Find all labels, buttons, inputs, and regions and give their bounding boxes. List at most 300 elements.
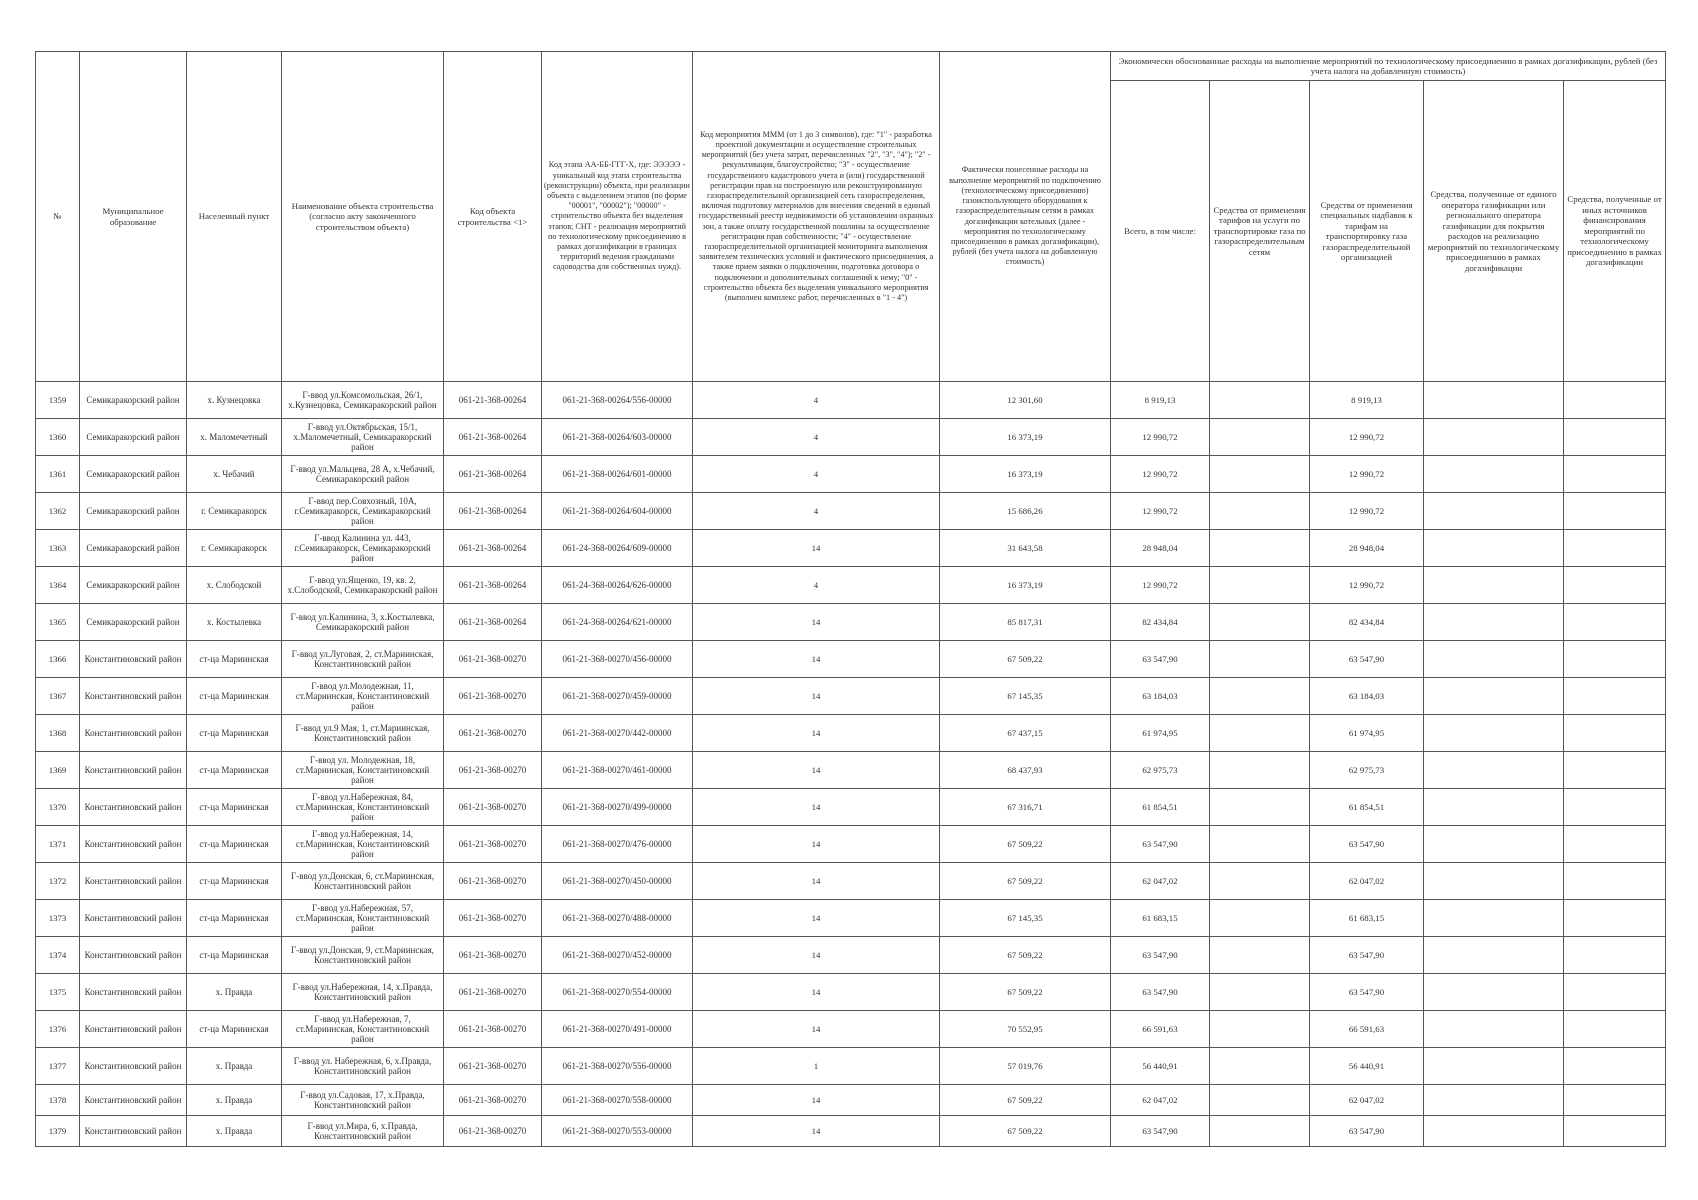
header-num: № xyxy=(36,52,80,382)
object-code-cell: 061-21-368-00264 xyxy=(444,567,542,604)
event-code-cell: 4 xyxy=(693,419,940,456)
header-object-name: Наименование объекта строительства (согласно акту законченного строительством объекта) xyxy=(282,52,444,382)
table-row xyxy=(36,1085,1666,1116)
municipality-cell: Семикаракорский район xyxy=(80,493,187,530)
actual-costs-cell: 12 301,60 xyxy=(940,382,1111,419)
tariff-funds-cell xyxy=(1210,530,1310,567)
other-funds-cell xyxy=(1564,419,1666,456)
other-funds-cell xyxy=(1564,604,1666,641)
municipality-cell: Константиновский район xyxy=(80,752,187,789)
row-number: 1360 xyxy=(36,419,80,456)
total-cell: 56 440,91 xyxy=(1111,1048,1210,1085)
object-code-cell: 061-21-368-00270 xyxy=(444,715,542,752)
operator-funds-cell xyxy=(1424,900,1564,937)
total-cell: 63 547,90 xyxy=(1111,974,1210,1011)
tariff-funds-cell xyxy=(1210,1085,1310,1116)
row-number: 1374 xyxy=(36,937,80,974)
table-body xyxy=(36,382,1666,1147)
stage-code-cell: 061-21-368-00270/476-00000 xyxy=(542,826,693,863)
operator-funds-cell xyxy=(1424,604,1564,641)
other-funds-cell xyxy=(1564,1116,1666,1147)
stage-code-cell: 061-24-368-00264/621-00000 xyxy=(542,604,693,641)
surcharge-funds-cell: 56 440,91 xyxy=(1310,1048,1424,1085)
actual-costs-cell: 57 019,76 xyxy=(940,1048,1111,1085)
other-funds-cell xyxy=(1564,1085,1666,1116)
tariff-funds-cell xyxy=(1210,604,1310,641)
operator-funds-cell xyxy=(1424,382,1564,419)
row-number: 1376 xyxy=(36,1011,80,1048)
object-address-cell: Г-ввод ул.Мира, 6, х.Правда, Константиновский район xyxy=(282,1116,444,1147)
event-code-cell: 14 xyxy=(693,1116,940,1147)
object-code-cell: 061-21-368-00270 xyxy=(444,789,542,826)
row-number: 1361 xyxy=(36,456,80,493)
object-address-cell: Г-ввод ул.Набережная, 7, ст.Мариинская, Константиновский район xyxy=(282,1011,444,1048)
other-funds-cell xyxy=(1564,937,1666,974)
surcharge-funds-cell: 63 547,90 xyxy=(1310,641,1424,678)
row-number: 1377 xyxy=(36,1048,80,1085)
object-code-cell: 061-21-368-00270 xyxy=(444,937,542,974)
event-code-cell: 4 xyxy=(693,382,940,419)
row-number: 1378 xyxy=(36,1085,80,1116)
table-row xyxy=(36,752,1666,789)
other-funds-cell xyxy=(1564,382,1666,419)
tariff-funds-cell xyxy=(1210,567,1310,604)
total-cell: 63 547,90 xyxy=(1111,1116,1210,1147)
actual-costs-cell: 31 643,58 xyxy=(940,530,1111,567)
actual-costs-cell: 67 316,71 xyxy=(940,789,1111,826)
total-cell: 63 547,90 xyxy=(1111,641,1210,678)
settlement-cell: г. Семикаракорск xyxy=(187,530,282,567)
object-code-cell: 061-21-368-00270 xyxy=(444,752,542,789)
table-header xyxy=(36,52,1666,382)
header-surcharge-funds: Средства от применения специальных надбавок к тарифам на транспортировку газа газораспределительной организацией xyxy=(1310,81,1424,382)
event-code-cell: 14 xyxy=(693,678,940,715)
event-code-cell: 14 xyxy=(693,974,940,1011)
actual-costs-cell: 70 552,95 xyxy=(940,1011,1111,1048)
total-cell: 63 547,90 xyxy=(1111,937,1210,974)
object-code-cell: 061-21-368-00270 xyxy=(444,1085,542,1116)
tariff-funds-cell xyxy=(1210,1011,1310,1048)
tariff-funds-cell xyxy=(1210,419,1310,456)
table-row xyxy=(36,974,1666,1011)
header-stage-code: Код этапа АА-ББ-ГГГ-Х, где: ЭЭЭЭЭ - уникальный код этапа строительства (реконструкции) объекта, при реализации объекта с выделением этапов (по форме "00001", "00002"); "00000" - строительство объекта без выделения этапов; СНТ - реализация мероприятий по технологическому присоединению в рамках догазификации в границах территорий ведения гражданами садоводства для собственных нужд). xyxy=(542,52,693,382)
tariff-funds-cell xyxy=(1210,863,1310,900)
table-row xyxy=(36,604,1666,641)
actual-costs-cell: 67 509,22 xyxy=(940,1085,1111,1116)
actual-costs-cell: 85 817,31 xyxy=(940,604,1111,641)
event-code-cell: 14 xyxy=(693,530,940,567)
other-funds-cell xyxy=(1564,863,1666,900)
municipality-cell: Константиновский район xyxy=(80,863,187,900)
stage-code-cell: 061-21-368-00270/452-00000 xyxy=(542,937,693,974)
stage-code-cell: 061-24-368-00264/609-00000 xyxy=(542,530,693,567)
municipality-cell: Константиновский район xyxy=(80,1011,187,1048)
stage-code-cell: 061-21-368-00270/553-00000 xyxy=(542,1116,693,1147)
operator-funds-cell xyxy=(1424,863,1564,900)
actual-costs-cell: 67 509,22 xyxy=(940,641,1111,678)
settlement-cell: ст-ца Мариинская xyxy=(187,1011,282,1048)
event-code-cell: 1 xyxy=(693,1048,940,1085)
table-row xyxy=(36,1116,1666,1147)
total-cell: 63 184,03 xyxy=(1111,678,1210,715)
object-code-cell: 061-21-368-00264 xyxy=(444,382,542,419)
object-address-cell: Г-ввод ул.Мальцева, 28 А, х.Чебачий, Семикаракорский район xyxy=(282,456,444,493)
municipality-cell: Константиновский район xyxy=(80,789,187,826)
stage-code-cell: 061-21-368-00270/488-00000 xyxy=(542,900,693,937)
settlement-cell: ст-ца Мариинская xyxy=(187,641,282,678)
object-code-cell: 061-21-368-00270 xyxy=(444,826,542,863)
municipality-cell: Семикаракорский район xyxy=(80,419,187,456)
actual-costs-cell: 67 509,22 xyxy=(940,826,1111,863)
operator-funds-cell xyxy=(1424,493,1564,530)
row-number: 1372 xyxy=(36,863,80,900)
object-address-cell: Г-ввод ул.Набережная, 57, ст.Мариинская, Константиновский район xyxy=(282,900,444,937)
operator-funds-cell xyxy=(1424,1116,1564,1147)
row-number: 1373 xyxy=(36,900,80,937)
event-code-cell: 14 xyxy=(693,863,940,900)
surcharge-funds-cell: 82 434,84 xyxy=(1310,604,1424,641)
header-municipality: Муниципальное образование xyxy=(80,52,187,382)
surcharge-funds-cell: 63 547,90 xyxy=(1310,1116,1424,1147)
municipality-cell: Константиновский район xyxy=(80,641,187,678)
event-code-cell: 14 xyxy=(693,826,940,863)
settlement-cell: х. Слободской xyxy=(187,567,282,604)
total-cell: 62 975,73 xyxy=(1111,752,1210,789)
operator-funds-cell xyxy=(1424,567,1564,604)
header-justified-costs-group: Экономически обоснованные расходы на выполнение мероприятий по технологическому присоединению в рамках догазификации, рублей (без учета налога на добавленную стоимость) xyxy=(1111,52,1666,81)
event-code-cell: 14 xyxy=(693,752,940,789)
tariff-funds-cell xyxy=(1210,1116,1310,1147)
settlement-cell: г. Семикаракорск xyxy=(187,493,282,530)
actual-costs-cell: 67 509,22 xyxy=(940,1116,1111,1147)
stage-code-cell: 061-21-368-00270/491-00000 xyxy=(542,1011,693,1048)
event-code-cell: 14 xyxy=(693,1011,940,1048)
actual-costs-cell: 67 145,35 xyxy=(940,900,1111,937)
stage-code-cell: 061-21-368-00270/459-00000 xyxy=(542,678,693,715)
surcharge-funds-cell: 61 854,51 xyxy=(1310,789,1424,826)
operator-funds-cell xyxy=(1424,1085,1564,1116)
municipality-cell: Семикаракорский район xyxy=(80,382,187,419)
object-address-cell: Г-ввод ул.Набережная, 84, ст.Мариинская, Константиновский район xyxy=(282,789,444,826)
tariff-funds-cell xyxy=(1210,937,1310,974)
row-number: 1365 xyxy=(36,604,80,641)
operator-funds-cell xyxy=(1424,1011,1564,1048)
object-address-cell: Г-ввод ул.Донская, 6, ст.Мариинская, Константиновский район xyxy=(282,863,444,900)
settlement-cell: ст-ца Мариинская xyxy=(187,937,282,974)
other-funds-cell xyxy=(1564,974,1666,1011)
other-funds-cell xyxy=(1564,826,1666,863)
total-cell: 62 047,02 xyxy=(1111,1085,1210,1116)
event-code-cell: 14 xyxy=(693,604,940,641)
object-code-cell: 061-21-368-00270 xyxy=(444,641,542,678)
row-number: 1359 xyxy=(36,382,80,419)
surcharge-funds-cell: 12 990,72 xyxy=(1310,493,1424,530)
header-other-funds: Средства, полученные от иных источников финансирования мероприятий по технологическому присоединению в рамках догазификации xyxy=(1564,81,1666,382)
header-object-code: Код объекта строительства <1> xyxy=(444,52,542,382)
surcharge-funds-cell: 12 990,72 xyxy=(1310,567,1424,604)
total-cell: 12 990,72 xyxy=(1111,456,1210,493)
settlement-cell: х. Кузнецовка xyxy=(187,382,282,419)
other-funds-cell xyxy=(1564,567,1666,604)
table-row xyxy=(36,678,1666,715)
object-address-cell: Г-ввод Калинина ул. 443, г.Семикаракорск, Семикаракорский район xyxy=(282,530,444,567)
row-number: 1369 xyxy=(36,752,80,789)
tariff-funds-cell xyxy=(1210,456,1310,493)
total-cell: 63 547,90 xyxy=(1111,826,1210,863)
header-operator-funds: Средства, полученные от единого оператора газификации или регионального оператора газификации для покрытия расходов на реализацию мероприятий по технологическому присоединению в рамках догазификации xyxy=(1424,81,1564,382)
settlement-cell: ст-ца Мариинская xyxy=(187,826,282,863)
settlement-cell: х. Костылевка xyxy=(187,604,282,641)
other-funds-cell xyxy=(1564,900,1666,937)
operator-funds-cell xyxy=(1424,530,1564,567)
event-code-cell: 14 xyxy=(693,1085,940,1116)
row-number: 1367 xyxy=(36,678,80,715)
settlement-cell: х. Правда xyxy=(187,1048,282,1085)
stage-code-cell: 061-21-368-00264/603-00000 xyxy=(542,419,693,456)
event-code-cell: 14 xyxy=(693,900,940,937)
surcharge-funds-cell: 61 974,95 xyxy=(1310,715,1424,752)
operator-funds-cell xyxy=(1424,641,1564,678)
operator-funds-cell xyxy=(1424,974,1564,1011)
total-cell: 66 591,63 xyxy=(1111,1011,1210,1048)
operator-funds-cell xyxy=(1424,456,1564,493)
total-cell: 61 974,95 xyxy=(1111,715,1210,752)
header-actual-costs: Фактически понесенные расходы на выполнение мероприятий по подключению (технологическому присоединению) газоиспользующего оборудования к газораспределительным сетям в рамках догазификации котельных (далее - мероприятия по технологическому присоединению в рамках догазификации), рублей (без учета налога на добавленную стоимость) xyxy=(940,52,1111,382)
object-code-cell: 061-21-368-00270 xyxy=(444,974,542,1011)
row-number: 1379 xyxy=(36,1116,80,1147)
object-address-cell: Г-ввод пер.Совхозный, 10А, г.Семикаракорск, Семикаракорский район xyxy=(282,493,444,530)
tariff-funds-cell xyxy=(1210,826,1310,863)
object-address-cell: Г-ввод ул.Набережная, 14, ст.Мариинская, Константиновский район xyxy=(282,826,444,863)
surcharge-funds-cell: 12 990,72 xyxy=(1310,456,1424,493)
tariff-funds-cell xyxy=(1210,382,1310,419)
object-address-cell: Г-ввод ул.Октябрьская, 15/1, х.Маломечетный, Семикаракорский район xyxy=(282,419,444,456)
header-settlement: Населенный пункт xyxy=(187,52,282,382)
table-row xyxy=(36,937,1666,974)
header-tariff-funds: Средства от применения тарифов на услуги по транспортировке газа по газораспределительным сетям xyxy=(1210,81,1310,382)
object-address-cell: Г-ввод ул.Садовая, 17, х.Правда, Константиновский район xyxy=(282,1085,444,1116)
table-row xyxy=(36,456,1666,493)
table-row xyxy=(36,715,1666,752)
object-code-cell: 061-21-368-00270 xyxy=(444,1011,542,1048)
table-row xyxy=(36,493,1666,530)
municipality-cell: Константиновский район xyxy=(80,826,187,863)
stage-code-cell: 061-21-368-00270/456-00000 xyxy=(542,641,693,678)
stage-code-cell: 061-21-368-00270/442-00000 xyxy=(542,715,693,752)
event-code-cell: 14 xyxy=(693,937,940,974)
municipality-cell: Семикаракорский район xyxy=(80,604,187,641)
operator-funds-cell xyxy=(1424,678,1564,715)
tariff-funds-cell xyxy=(1210,715,1310,752)
municipality-cell: Семикаракорский район xyxy=(80,456,187,493)
object-code-cell: 061-21-368-00264 xyxy=(444,530,542,567)
operator-funds-cell xyxy=(1424,789,1564,826)
object-code-cell: 061-21-368-00264 xyxy=(444,456,542,493)
object-code-cell: 061-21-368-00270 xyxy=(444,900,542,937)
other-funds-cell xyxy=(1564,530,1666,567)
object-code-cell: 061-21-368-00270 xyxy=(444,1116,542,1147)
actual-costs-cell: 67 509,22 xyxy=(940,974,1111,1011)
municipality-cell: Семикаракорский район xyxy=(80,530,187,567)
operator-funds-cell xyxy=(1424,826,1564,863)
table-row xyxy=(36,1048,1666,1085)
costs-table xyxy=(35,51,1666,1147)
object-address-cell: Г-ввод ул. Молодежная, 18, ст.Мариинская, Константиновский район xyxy=(282,752,444,789)
surcharge-funds-cell: 28 948,04 xyxy=(1310,530,1424,567)
object-address-cell: Г-ввод ул.9 Мая, 1, ст.Мариинская, Константиновский район xyxy=(282,715,444,752)
object-address-cell: Г-ввод ул. Набережная, 6, х.Правда, Константиновский район xyxy=(282,1048,444,1085)
actual-costs-cell: 16 373,19 xyxy=(940,456,1111,493)
operator-funds-cell xyxy=(1424,715,1564,752)
other-funds-cell xyxy=(1564,752,1666,789)
surcharge-funds-cell: 61 683,15 xyxy=(1310,900,1424,937)
event-code-cell: 14 xyxy=(693,715,940,752)
object-address-cell: Г-ввод ул.Донская, 9, ст.Мариинская, Константиновский район xyxy=(282,937,444,974)
settlement-cell: ст-ца Мариинская xyxy=(187,900,282,937)
row-number: 1370 xyxy=(36,789,80,826)
settlement-cell: ст-ца Мариинская xyxy=(187,715,282,752)
surcharge-funds-cell: 63 547,90 xyxy=(1310,826,1424,863)
actual-costs-cell: 16 373,19 xyxy=(940,419,1111,456)
event-code-cell: 14 xyxy=(693,789,940,826)
operator-funds-cell xyxy=(1424,1048,1564,1085)
settlement-cell: х. Правда xyxy=(187,974,282,1011)
stage-code-cell: 061-21-368-00264/556-00000 xyxy=(542,382,693,419)
object-address-cell: Г-ввод ул.Комсомольская, 26/1, х.Кузнецовка, Семикаракорский район xyxy=(282,382,444,419)
event-code-cell: 4 xyxy=(693,567,940,604)
other-funds-cell xyxy=(1564,493,1666,530)
stage-code-cell: 061-21-368-00270/461-00000 xyxy=(542,752,693,789)
other-funds-cell xyxy=(1564,641,1666,678)
actual-costs-cell: 15 686,26 xyxy=(940,493,1111,530)
settlement-cell: х. Правда xyxy=(187,1085,282,1116)
object-code-cell: 061-21-368-00264 xyxy=(444,419,542,456)
surcharge-funds-cell: 66 591,63 xyxy=(1310,1011,1424,1048)
total-cell: 28 948,04 xyxy=(1111,530,1210,567)
gasification-costs-sheet xyxy=(35,51,1665,1147)
total-cell: 61 854,51 xyxy=(1111,789,1210,826)
table-row xyxy=(36,826,1666,863)
total-cell: 82 434,84 xyxy=(1111,604,1210,641)
object-address-cell: Г-ввод ул.Ященко, 19, кв. 2, х.Слободской, Семикаракорский район xyxy=(282,567,444,604)
row-number: 1364 xyxy=(36,567,80,604)
operator-funds-cell xyxy=(1424,937,1564,974)
tariff-funds-cell xyxy=(1210,641,1310,678)
actual-costs-cell: 16 373,19 xyxy=(940,567,1111,604)
other-funds-cell xyxy=(1564,1048,1666,1085)
table-row xyxy=(36,567,1666,604)
object-address-cell: Г-ввод ул.Набережная, 14, х.Правда, Константиновский район xyxy=(282,974,444,1011)
municipality-cell: Константиновский район xyxy=(80,715,187,752)
object-code-cell: 061-21-368-00270 xyxy=(444,1048,542,1085)
tariff-funds-cell xyxy=(1210,900,1310,937)
stage-code-cell: 061-21-368-00270/558-00000 xyxy=(542,1085,693,1116)
municipality-cell: Семикаракорский район xyxy=(80,567,187,604)
stage-code-cell: 061-24-368-00264/626-00000 xyxy=(542,567,693,604)
actual-costs-cell: 67 437,15 xyxy=(940,715,1111,752)
stage-code-cell: 061-21-368-00270/450-00000 xyxy=(542,863,693,900)
row-number: 1362 xyxy=(36,493,80,530)
municipality-cell: Константиновский район xyxy=(80,678,187,715)
operator-funds-cell xyxy=(1424,419,1564,456)
total-cell: 12 990,72 xyxy=(1111,567,1210,604)
municipality-cell: Константиновский район xyxy=(80,1116,187,1147)
municipality-cell: Константиновский район xyxy=(80,1085,187,1116)
row-number: 1371 xyxy=(36,826,80,863)
table-row xyxy=(36,900,1666,937)
total-cell: 62 047,02 xyxy=(1111,863,1210,900)
table-row xyxy=(36,530,1666,567)
surcharge-funds-cell: 62 047,02 xyxy=(1310,1085,1424,1116)
table-row xyxy=(36,863,1666,900)
event-code-cell: 4 xyxy=(693,456,940,493)
stage-code-cell: 061-21-368-00270/554-00000 xyxy=(542,974,693,1011)
settlement-cell: ст-ца Мариинская xyxy=(187,789,282,826)
actual-costs-cell: 67 509,22 xyxy=(940,863,1111,900)
stage-code-cell: 061-21-368-00264/604-00000 xyxy=(542,493,693,530)
settlement-cell: ст-ца Мариинская xyxy=(187,863,282,900)
tariff-funds-cell xyxy=(1210,678,1310,715)
municipality-cell: Константиновский район xyxy=(80,1048,187,1085)
total-cell: 12 990,72 xyxy=(1111,493,1210,530)
object-address-cell: Г-ввод ул.Калинина, 3, х.Костылевка, Семикаракорский район xyxy=(282,604,444,641)
object-code-cell: 061-21-368-00270 xyxy=(444,678,542,715)
surcharge-funds-cell: 62 975,73 xyxy=(1310,752,1424,789)
object-code-cell: 061-21-368-00264 xyxy=(444,493,542,530)
actual-costs-cell: 67 509,22 xyxy=(940,937,1111,974)
event-code-cell: 4 xyxy=(693,493,940,530)
tariff-funds-cell xyxy=(1210,974,1310,1011)
other-funds-cell xyxy=(1564,1011,1666,1048)
header-total: Всего, в том числе: xyxy=(1111,81,1210,382)
municipality-cell: Константиновский район xyxy=(80,937,187,974)
row-number: 1366 xyxy=(36,641,80,678)
settlement-cell: ст-ца Мариинская xyxy=(187,678,282,715)
table-row xyxy=(36,419,1666,456)
surcharge-funds-cell: 62 047,02 xyxy=(1310,863,1424,900)
settlement-cell: х. Правда xyxy=(187,1116,282,1147)
object-address-cell: Г-ввод ул.Молодежная, 11, ст.Мариинская, Константиновский район xyxy=(282,678,444,715)
actual-costs-cell: 67 145,35 xyxy=(940,678,1111,715)
stage-code-cell: 061-21-368-00264/601-00000 xyxy=(542,456,693,493)
row-number: 1368 xyxy=(36,715,80,752)
settlement-cell: ст-ца Мариинская xyxy=(187,752,282,789)
row-number: 1375 xyxy=(36,974,80,1011)
total-cell: 61 683,15 xyxy=(1111,900,1210,937)
event-code-cell: 14 xyxy=(693,641,940,678)
other-funds-cell xyxy=(1564,789,1666,826)
total-cell: 12 990,72 xyxy=(1111,419,1210,456)
table-row xyxy=(36,789,1666,826)
table-row xyxy=(36,641,1666,678)
surcharge-funds-cell: 12 990,72 xyxy=(1310,419,1424,456)
object-address-cell: Г-ввод ул.Луговая, 2, ст.Мариинская, Константиновский район xyxy=(282,641,444,678)
table-row xyxy=(36,382,1666,419)
tariff-funds-cell xyxy=(1210,1048,1310,1085)
stage-code-cell: 061-21-368-00270/556-00000 xyxy=(542,1048,693,1085)
actual-costs-cell: 68 437,93 xyxy=(940,752,1111,789)
other-funds-cell xyxy=(1564,715,1666,752)
municipality-cell: Константиновский район xyxy=(80,974,187,1011)
operator-funds-cell xyxy=(1424,752,1564,789)
settlement-cell: х. Маломечетный xyxy=(187,419,282,456)
settlement-cell: х. Чебачий xyxy=(187,456,282,493)
surcharge-funds-cell: 63 547,90 xyxy=(1310,937,1424,974)
tariff-funds-cell xyxy=(1210,493,1310,530)
other-funds-cell xyxy=(1564,678,1666,715)
other-funds-cell xyxy=(1564,456,1666,493)
object-code-cell: 061-21-368-00270 xyxy=(444,863,542,900)
